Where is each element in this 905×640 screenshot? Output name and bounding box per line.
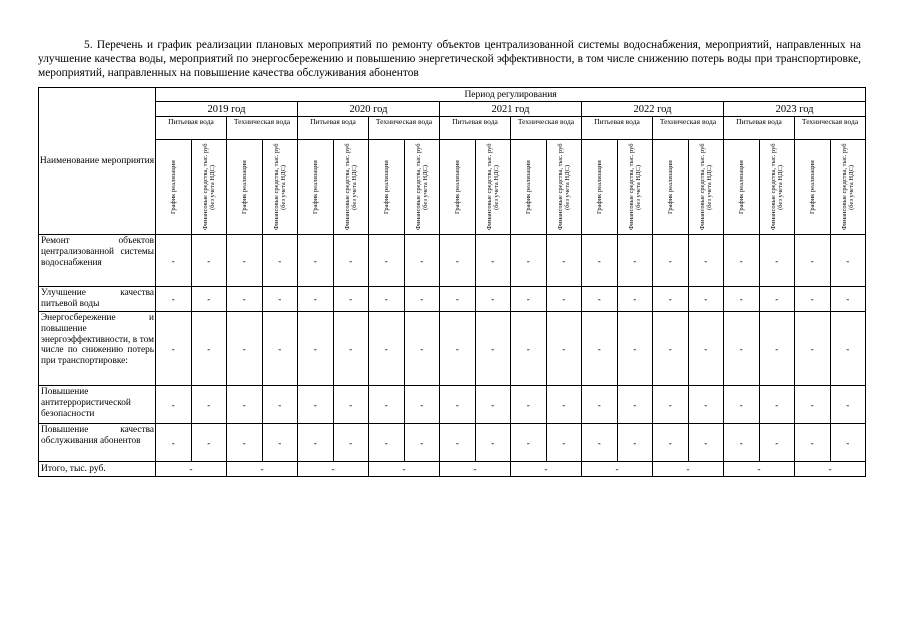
table-row bbox=[39, 312, 866, 386]
total-value: - bbox=[653, 462, 724, 477]
value-cell: - bbox=[369, 386, 405, 424]
value-cell: - bbox=[582, 312, 618, 386]
value-cell: - bbox=[830, 287, 866, 312]
value-cell: - bbox=[724, 287, 760, 312]
value-cell: - bbox=[795, 386, 831, 424]
value-cell: - bbox=[475, 386, 511, 424]
water-type-header: Питьевая вода bbox=[440, 117, 511, 140]
value-cell: - bbox=[795, 235, 831, 287]
value-cell: - bbox=[475, 424, 511, 462]
value-cell: - bbox=[227, 386, 263, 424]
value-cell: - bbox=[795, 287, 831, 312]
value-cell: - bbox=[688, 386, 724, 424]
value-cell: - bbox=[262, 287, 298, 312]
value-cell: - bbox=[298, 287, 334, 312]
value-cell: - bbox=[369, 287, 405, 312]
value-cell: - bbox=[440, 287, 476, 312]
total-row bbox=[39, 462, 866, 477]
value-cell: - bbox=[830, 424, 866, 462]
value-cell: - bbox=[688, 235, 724, 287]
value-cell: - bbox=[298, 312, 334, 386]
value-cell: - bbox=[653, 235, 689, 287]
schedule-column-header bbox=[582, 140, 618, 235]
value-cell: - bbox=[191, 287, 227, 312]
schedule-column-header bbox=[653, 140, 689, 235]
value-cell: - bbox=[475, 312, 511, 386]
activity-name: Ремонт объектов централизованной системы водоснабжения bbox=[39, 235, 156, 287]
column-header-text: График реализации bbox=[595, 160, 603, 214]
plan-table bbox=[38, 87, 866, 477]
value-cell: - bbox=[511, 235, 547, 287]
funds-column-header bbox=[333, 140, 369, 235]
water-type-header: Техническая вода bbox=[227, 117, 298, 140]
table-row bbox=[39, 424, 866, 462]
value-cell: - bbox=[617, 386, 653, 424]
table-row bbox=[39, 386, 866, 424]
value-cell: - bbox=[475, 287, 511, 312]
activity-name: Повышение антитеррористической безопасности bbox=[39, 386, 156, 424]
value-cell: - bbox=[191, 386, 227, 424]
value-cell: - bbox=[653, 386, 689, 424]
section-heading: 5. Перечень и график реализации плановых мероприятий по ремонту объектов централизованной системы водоснабжения, мероприятий, направленных на улучшение качества воды, мероприятий по энергосбережению и повышению энергетической эффективности, в том числе снижению потерь воды при транспортировке, мероприятий, направленных на повышение качества обслуживания абонентов bbox=[38, 39, 861, 79]
value-cell: - bbox=[617, 287, 653, 312]
value-cell: - bbox=[724, 312, 760, 386]
funds-column-header bbox=[830, 140, 866, 235]
value-cell: - bbox=[156, 287, 192, 312]
column-header-text: Финансовые средства, тыс. руб (без учета НДС) bbox=[201, 143, 216, 231]
value-cell: - bbox=[759, 312, 795, 386]
value-cell: - bbox=[227, 287, 263, 312]
column-header-text: Финансовые средства, тыс. руб (без учета НДС) bbox=[272, 143, 287, 231]
value-cell: - bbox=[156, 386, 192, 424]
total-value: - bbox=[511, 462, 582, 477]
column-header-text: Финансовые средства, тыс. руб (без учета НДС) bbox=[627, 143, 642, 231]
value-cell: - bbox=[546, 235, 582, 287]
funds-column-header bbox=[404, 140, 440, 235]
value-cell: - bbox=[191, 424, 227, 462]
year-header: 2021 год bbox=[440, 102, 582, 117]
column-header-text: График реализации bbox=[808, 160, 816, 214]
value-cell: - bbox=[653, 424, 689, 462]
activity-name-header: Наименование мероприятия bbox=[39, 88, 156, 235]
schedule-column-header bbox=[227, 140, 263, 235]
schedule-column-header bbox=[156, 140, 192, 235]
value-cell: - bbox=[617, 424, 653, 462]
value-cell: - bbox=[795, 424, 831, 462]
value-cell: - bbox=[227, 424, 263, 462]
value-cell: - bbox=[191, 312, 227, 386]
value-cell: - bbox=[156, 312, 192, 386]
column-header-text: Финансовые средства, тыс. руб (без учета НДС) bbox=[343, 143, 358, 231]
funds-column-header bbox=[191, 140, 227, 235]
value-cell: - bbox=[298, 424, 334, 462]
value-cell: - bbox=[759, 235, 795, 287]
value-cell: - bbox=[333, 312, 369, 386]
column-header-text: График реализации bbox=[240, 160, 248, 214]
value-cell: - bbox=[546, 287, 582, 312]
value-cell: - bbox=[759, 287, 795, 312]
value-cell: - bbox=[404, 287, 440, 312]
value-cell: - bbox=[298, 235, 334, 287]
funds-column-header bbox=[546, 140, 582, 235]
value-cell: - bbox=[404, 386, 440, 424]
funds-column-header bbox=[617, 140, 653, 235]
value-cell: - bbox=[759, 424, 795, 462]
value-cell: - bbox=[830, 312, 866, 386]
schedule-column-header bbox=[724, 140, 760, 235]
value-cell: - bbox=[369, 235, 405, 287]
column-header-text: График реализации bbox=[169, 160, 177, 214]
value-cell: - bbox=[440, 235, 476, 287]
value-cell: - bbox=[582, 424, 618, 462]
value-cell: - bbox=[617, 312, 653, 386]
value-cell: - bbox=[688, 287, 724, 312]
value-cell: - bbox=[582, 386, 618, 424]
value-cell: - bbox=[404, 235, 440, 287]
value-cell: - bbox=[262, 312, 298, 386]
value-cell: - bbox=[582, 287, 618, 312]
value-cell: - bbox=[369, 424, 405, 462]
year-header: 2023 год bbox=[724, 102, 866, 117]
year-header: 2022 год bbox=[582, 102, 724, 117]
total-label: Итого, тыс. руб. bbox=[39, 462, 156, 477]
column-header-text: График реализации bbox=[453, 160, 461, 214]
column-header-text: Финансовые средства, тыс. руб (без учета НДС) bbox=[698, 143, 713, 231]
value-cell: - bbox=[156, 235, 192, 287]
value-cell: - bbox=[191, 235, 227, 287]
water-type-header: Питьевая вода bbox=[724, 117, 795, 140]
value-cell: - bbox=[511, 312, 547, 386]
value-cell: - bbox=[156, 424, 192, 462]
value-cell: - bbox=[475, 235, 511, 287]
value-cell: - bbox=[404, 424, 440, 462]
value-cell: - bbox=[724, 386, 760, 424]
funds-column-header bbox=[759, 140, 795, 235]
value-cell: - bbox=[333, 235, 369, 287]
value-cell: - bbox=[333, 386, 369, 424]
funds-column-header bbox=[475, 140, 511, 235]
water-type-header: Питьевая вода bbox=[156, 117, 227, 140]
column-header-text: Финансовые средства, тыс. руб (без учета НДС) bbox=[840, 143, 855, 231]
value-cell: - bbox=[546, 312, 582, 386]
value-cell: - bbox=[830, 235, 866, 287]
total-value: - bbox=[298, 462, 369, 477]
value-cell: - bbox=[298, 386, 334, 424]
year-header: 2019 год bbox=[156, 102, 298, 117]
value-cell: - bbox=[262, 424, 298, 462]
period-header: Период регулирования bbox=[156, 88, 866, 102]
water-type-header: Техническая вода bbox=[511, 117, 582, 140]
column-header-text: График реализации bbox=[311, 160, 319, 214]
activity-name: Энергосбережение и повышение энергоэффективности, в том числе по снижению потерь при транспортировке: bbox=[39, 312, 156, 386]
column-header-text: Финансовые средства, тыс. руб (без учета НДС) bbox=[769, 143, 784, 231]
value-cell: - bbox=[440, 312, 476, 386]
value-cell: - bbox=[688, 312, 724, 386]
value-cell: - bbox=[333, 424, 369, 462]
total-value: - bbox=[369, 462, 440, 477]
column-header-text: График реализации bbox=[737, 160, 745, 214]
value-cell: - bbox=[511, 424, 547, 462]
total-value: - bbox=[440, 462, 511, 477]
value-cell: - bbox=[227, 235, 263, 287]
funds-column-header bbox=[688, 140, 724, 235]
column-header-text: Финансовые средства, тыс. руб (без учета НДС) bbox=[556, 143, 571, 231]
value-cell: - bbox=[653, 312, 689, 386]
activity-name: Повышение качества обслуживания абонентов bbox=[39, 424, 156, 462]
activity-name: Улучшение качества питьевой воды bbox=[39, 287, 156, 312]
value-cell: - bbox=[511, 287, 547, 312]
water-type-header: Питьевая вода bbox=[298, 117, 369, 140]
total-value: - bbox=[582, 462, 653, 477]
total-value: - bbox=[724, 462, 795, 477]
schedule-column-header bbox=[298, 140, 334, 235]
value-cell: - bbox=[759, 386, 795, 424]
column-header-text: График реализации bbox=[524, 160, 532, 214]
value-cell: - bbox=[795, 312, 831, 386]
column-header-text: График реализации bbox=[382, 160, 390, 214]
column-header-text: График реализации bbox=[666, 160, 674, 214]
value-cell: - bbox=[511, 386, 547, 424]
table-row bbox=[39, 287, 866, 312]
value-cell: - bbox=[227, 312, 263, 386]
value-cell: - bbox=[546, 386, 582, 424]
table-row bbox=[39, 235, 866, 287]
value-cell: - bbox=[830, 386, 866, 424]
value-cell: - bbox=[404, 312, 440, 386]
schedule-column-header bbox=[795, 140, 831, 235]
value-cell: - bbox=[582, 235, 618, 287]
value-cell: - bbox=[440, 386, 476, 424]
value-cell: - bbox=[724, 235, 760, 287]
schedule-column-header bbox=[440, 140, 476, 235]
value-cell: - bbox=[546, 424, 582, 462]
water-type-header: Техническая вода bbox=[653, 117, 724, 140]
value-cell: - bbox=[262, 386, 298, 424]
column-header-text: Финансовые средства, тыс. руб (без учета НДС) bbox=[485, 143, 500, 231]
water-type-header: Питьевая вода bbox=[582, 117, 653, 140]
value-cell: - bbox=[617, 235, 653, 287]
funds-column-header bbox=[262, 140, 298, 235]
value-cell: - bbox=[724, 424, 760, 462]
water-type-header: Техническая вода bbox=[795, 117, 866, 140]
schedule-column-header bbox=[511, 140, 547, 235]
total-value: - bbox=[227, 462, 298, 477]
water-type-header: Техническая вода bbox=[369, 117, 440, 140]
value-cell: - bbox=[653, 287, 689, 312]
value-cell: - bbox=[440, 424, 476, 462]
value-cell: - bbox=[333, 287, 369, 312]
total-value: - bbox=[156, 462, 227, 477]
value-cell: - bbox=[262, 235, 298, 287]
value-cell: - bbox=[369, 312, 405, 386]
value-cell: - bbox=[688, 424, 724, 462]
column-header-text: Финансовые средства, тыс. руб (без учета НДС) bbox=[414, 143, 429, 231]
total-value: - bbox=[795, 462, 866, 477]
year-header: 2020 год bbox=[298, 102, 440, 117]
schedule-column-header bbox=[369, 140, 405, 235]
